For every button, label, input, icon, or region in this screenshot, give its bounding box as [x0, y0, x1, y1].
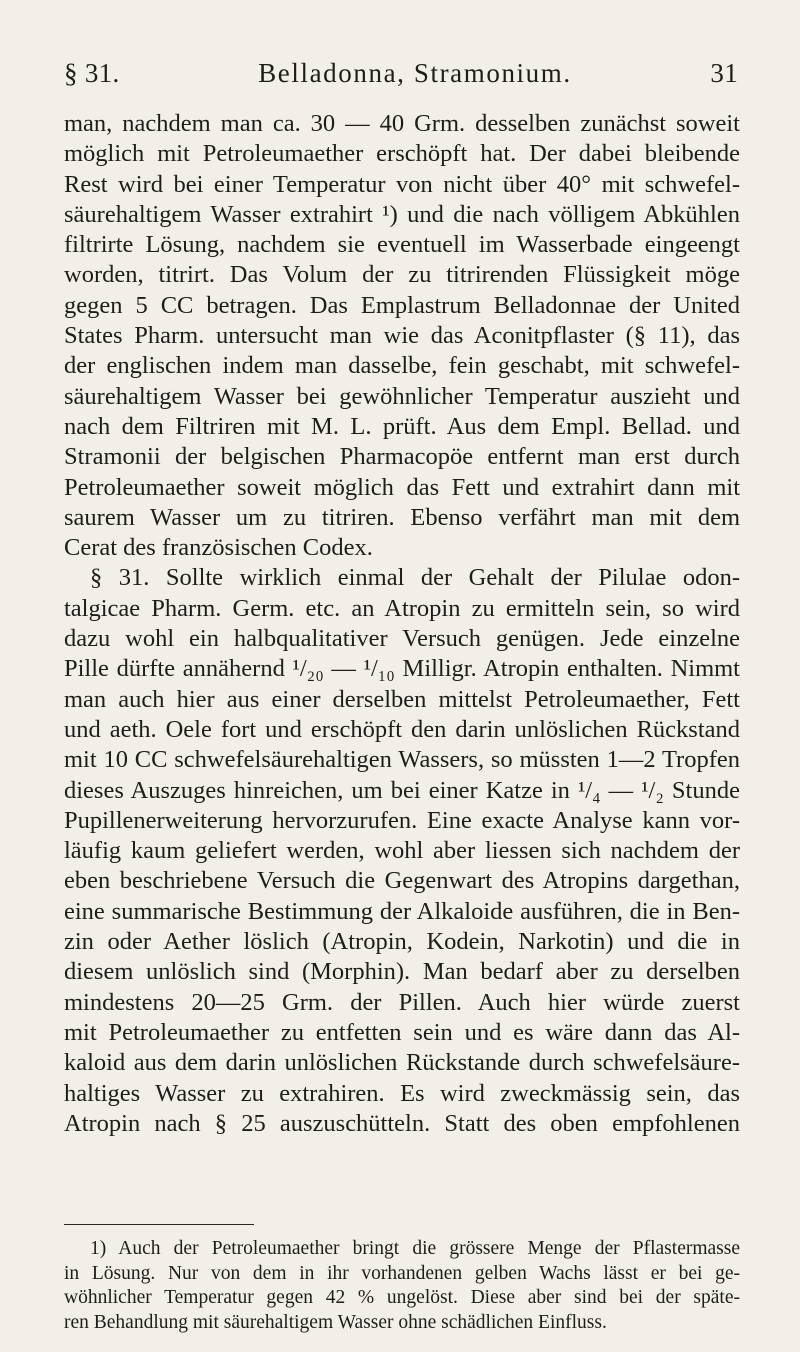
footnote-line: 1) Auch der Petroleumaether bringt die grössere Menge der Pflastermasse [90, 1238, 740, 1259]
body-line: mit Petroleumaether zu entfetten sein und es wäre dann das Al- [64, 1018, 740, 1046]
body-line: zin oder Aether löslich (Atropin, Kodein, Narkotin) und die in [64, 928, 740, 956]
body-line: läufig kaum geliefert werden, wohl aber liessen sich nachdem der [64, 837, 740, 865]
body-line: Cerat des französischen Codex. [64, 534, 373, 562]
body-line: States Pharm. untersucht man wie das Aconitpflaster (§ 11), das [64, 322, 740, 350]
body-line: säurehaltigem Wasser bei gewöhnlicher Temperatur auszieht und [64, 382, 740, 410]
footnote-divider [64, 1224, 254, 1225]
body-line: filtrirte Lösung, nachdem sie eventuell im Wasserbade eingeengt [64, 231, 740, 259]
page-number: 31 [710, 58, 738, 88]
body-line: Pille dürfte annähernd ¹/₂₀ — ¹/₁₀ Milligr. Atropin enthalten. Nimmt [64, 655, 740, 683]
section-31-start: § 31. Sollte wirklich einmal der Gehalt der Pilulae odon- [90, 564, 740, 592]
body-line: man, nachdem man ca. 30 — 40 Grm. desselben zunächst soweit [64, 110, 740, 137]
body-line: haltiges Wasser zu extrahiren. Es wird zweckmässig sein, das [64, 1079, 740, 1107]
body-line: Pupillenerweiterung hervorzurufen. Eine exacte Analyse kann vor- [64, 806, 740, 834]
footnote-line: wöhnlicher Temperatur gegen 42 % ungelöst. Diese aber sind bei der späte- [64, 1287, 740, 1308]
body-line: dazu wohl ein halbqualitativer Versuch genügen. Jede einzelne [64, 625, 740, 653]
body-text [64, 109, 740, 1139]
footnote-line: in Lösung. Nur von dem in ihr vorhandenen gelben Wachs lässt er bei ge- [64, 1262, 740, 1284]
body-line: Rest wird bei einer Temperatur von nicht über 40° mit schwefel- [64, 170, 740, 198]
running-header [64, 58, 738, 89]
body-line: möglich mit Petroleumaether erschöpft hat. Der dabei bleibende [64, 140, 740, 168]
body-line: diesem unlöslich sind (Morphin). Man bedarf aber zu derselben [64, 958, 740, 986]
running-title: Belladonna, Stramonium. [258, 58, 572, 88]
body-line: Petroleumaether soweit möglich das Fett und extrahirt dann mit [64, 473, 740, 501]
section-reference: § 31. [64, 58, 120, 88]
body-line: saurem Wasser um zu titriren. Ebenso verfährt man mit dem [64, 503, 740, 531]
body-line: eine summarische Bestimmung der Alkaloide ausführen, die in Ben- [64, 897, 740, 925]
body-line: mindestens 20—25 Grm. der Pillen. Auch hier würde zuerst [64, 988, 740, 1016]
body-line: gegen 5 CC betragen. Das Emplastrum Belladonnae der United [64, 291, 740, 319]
body-line: nach dem Filtriren mit M. L. prüft. Aus dem Empl. Bellad. und [64, 412, 740, 440]
footnote-line: ren Behandlung mit säurehaltigem Wasser ohne schädlichen Einfluss. [64, 1311, 607, 1333]
body-line: worden, titrirt. Das Volum der zu titrirenden Flüssigkeit möge [64, 261, 740, 289]
body-line: eben beschriebene Versuch die Gegenwart des Atropins dargethan, [64, 867, 740, 895]
body-line: man auch hier aus einer derselben mittelst Petroleumaether, Fett [64, 685, 740, 713]
body-line: talgicae Pharm. Germ. etc. an Atropin zu ermitteln sein, so wird [64, 594, 740, 622]
body-line: säurehaltigem Wasser extrahirt ¹) und die nach völligem Abkühlen [64, 200, 740, 228]
body-line: Stramonii der belgischen Pharmacopöe entfernt man erst durch [64, 443, 740, 471]
body-line: der englischen indem man dasselbe, fein geschabt, mit schwefel- [64, 352, 740, 380]
body-line: und aeth. Oele fort und erschöpft den darin unlöslichen Rückstand [64, 715, 740, 743]
body-line: dieses Auszuges hinreichen, um bei einer Katze in ¹/₄ — ¹/₂ Stunde [64, 776, 740, 804]
body-line: mit 10 CC schwefelsäurehaltigen Wassers, so müssten 1—2 Tropfen [64, 746, 740, 774]
body-line: Atropin nach § 25 auszuschütteln. Statt des oben empfohlenen [64, 1109, 740, 1137]
footnote [64, 1237, 740, 1335]
body-line: kaloid aus dem darin unlöslichen Rückstande durch schwefelsäure- [64, 1049, 740, 1077]
